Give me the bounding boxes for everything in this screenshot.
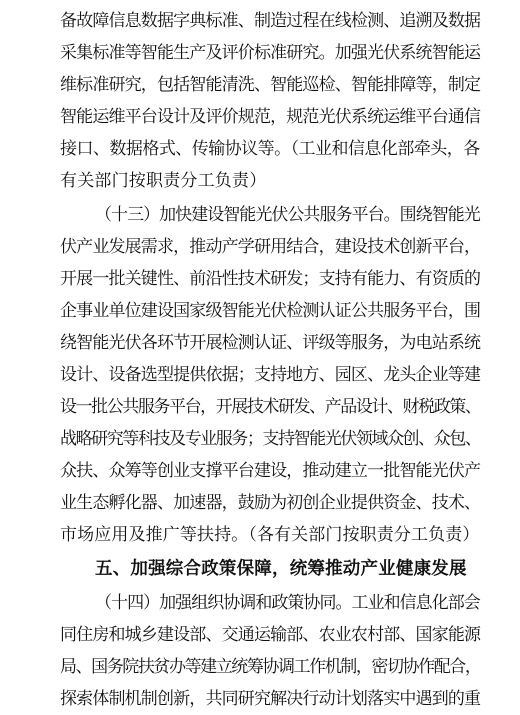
body-text-line: 伏产业发展需求，推动产学研用结合，建设技术创新平台， bbox=[60, 237, 481, 257]
body-text-line: 众扶、众筹等创业支撑平台建设，推动建立一批智能光伏产 bbox=[60, 461, 481, 481]
body-text-line: 绕智能光伏各环节开展检测认证、评级等服务，为电站系统 bbox=[60, 333, 481, 353]
body-text-line: 局、国务院扶贫办等建立统筹协调工作机制，密切协作配合， bbox=[60, 657, 481, 677]
body-text-line: 设一批公共服务平台，开展技术研发、产品设计、财税政策、 bbox=[60, 397, 481, 417]
body-text-line: 开展一批关键性、前沿性技术研发；支持有能力、有资质的 bbox=[60, 269, 481, 289]
section-heading: 五、加强综合政策保障，统筹推动产业健康发展 bbox=[95, 559, 467, 579]
body-text-line: 采集标准等智能生产及评价标准研究。加强光伏系统智能运 bbox=[60, 43, 481, 63]
paragraph-first-line: （十四）加强组织协调和政策协同。工业和信息化部会 bbox=[95, 593, 480, 613]
body-text-line: 同住房和城乡建设部、交通运输部、农业农村部、国家能源 bbox=[60, 625, 481, 645]
body-text-line: 市场应用及推广等扶持。（各有关部门按职责分工负责） bbox=[60, 525, 480, 545]
body-text-line: 设计、设备选型提供依据；支持地方、园区、龙头企业等建 bbox=[60, 365, 481, 385]
body-text-line: 企事业单位建设国家级智能光伏检测认证公共服务平台，围 bbox=[60, 301, 481, 321]
body-text-line: 智能运维平台设计及评价规范，规范光伏系统运维平台通信 bbox=[60, 107, 481, 127]
body-text-line: 维标准研究，包括智能清洗、智能巡检、智能排障等，制定 bbox=[60, 75, 481, 95]
body-text-line: 探索体制机制创新，共同研究解决行动计划落实中遇到的重 bbox=[60, 689, 481, 709]
body-text-line: 接口、数据格式、传输协议等。（工业和信息化部牵头，各 bbox=[60, 139, 480, 159]
body-text-line: 有关部门按职责分工负责） bbox=[60, 171, 267, 191]
paragraph-first-line: （十三）加快建设智能光伏公共服务平台。围绕智能光 bbox=[95, 205, 480, 225]
body-text-line: 业生态孵化器、加速器，鼓励为初创企业提供资金、技术、 bbox=[60, 493, 481, 513]
body-text-line: 备故障信息数据字典标准、制造过程在线检测、追溯及数据 bbox=[60, 11, 481, 31]
body-text-line: 战略研究等科技及专业服务；支持智能光伏领域众创、众包、 bbox=[60, 429, 481, 449]
